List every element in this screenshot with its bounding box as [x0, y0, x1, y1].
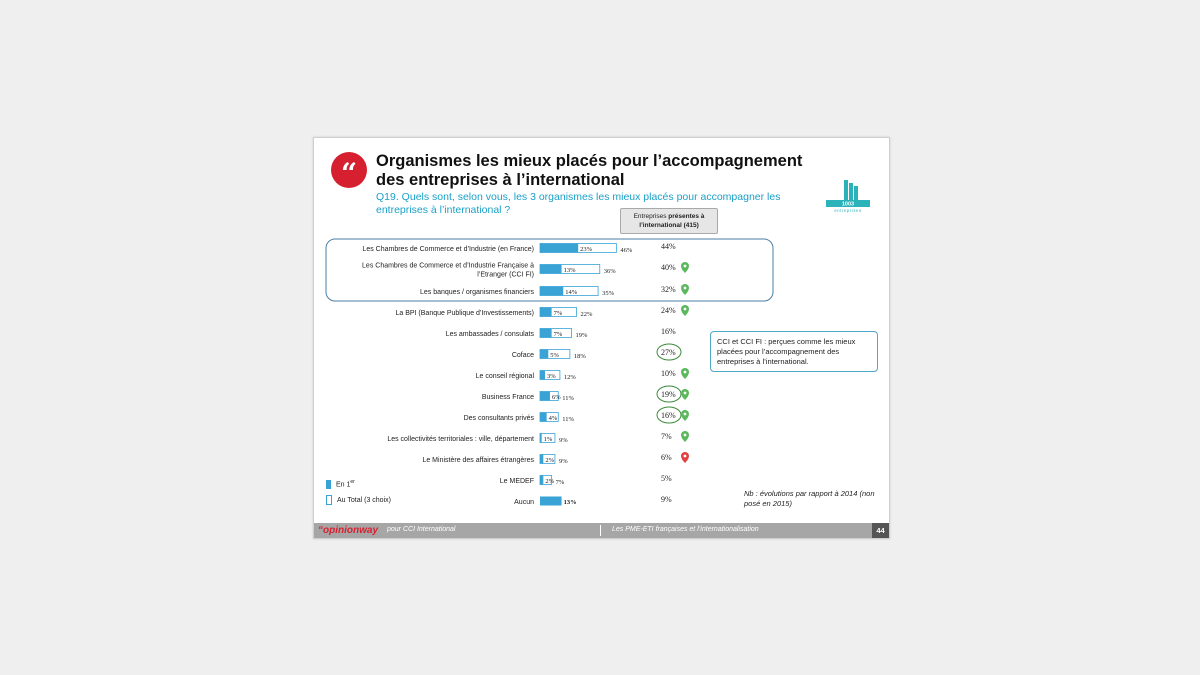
page-number: 44: [872, 523, 889, 538]
evolution-icon-dot: [684, 265, 687, 268]
bar-first: [540, 287, 563, 296]
presentes-label: 24%: [661, 306, 676, 315]
data-label-total: 36%: [603, 268, 616, 275]
data-label-first: 4%: [548, 415, 558, 422]
bar-first: [540, 329, 552, 338]
evolution-note: Nb : évolutions par rapport à 2014 (non posé en 2015): [744, 489, 875, 508]
presentes-label: 9%: [661, 495, 672, 504]
footer-separator: [600, 525, 601, 536]
data-label-first: 23%: [580, 246, 593, 253]
evolution-up-icon: [681, 431, 689, 442]
evolution-icon-dot: [684, 413, 687, 416]
slide: [313, 137, 890, 539]
bar-first: [540, 476, 543, 485]
data-label-total: 19%: [575, 332, 588, 339]
presentes-label: 16%: [661, 411, 676, 420]
brand-way: way: [359, 525, 379, 536]
category-label: Des consultants privés: [463, 415, 534, 422]
legend-first: [326, 479, 355, 489]
category-label: Business France: [481, 394, 534, 401]
presentes-label: 7%: [661, 432, 672, 441]
bar-first: [540, 244, 578, 253]
evolution-icon-dot: [684, 434, 687, 437]
data-label-total: 22%: [580, 311, 593, 318]
bar-first: [540, 265, 562, 274]
category-label: Les banques / organismes financiers: [419, 289, 534, 296]
tag-prefix: Entreprises: [633, 213, 669, 220]
category-label: Le Ministère des affaires étrangères: [422, 457, 534, 464]
data-label-first: 6%: [551, 394, 561, 401]
legend-first-label: En 1: [336, 481, 351, 489]
category-label: Les Chambres de Commerce et d’Industrie (en France): [362, 246, 534, 253]
data-label-total: 11%: [562, 416, 574, 423]
evolution-up-icon: [681, 262, 689, 273]
data-label-total: 35%: [602, 290, 615, 297]
category-label: Aucun: [514, 499, 534, 506]
brand-opinion: opinion: [323, 525, 360, 536]
data-label-first: 13%: [563, 499, 577, 506]
bar-first: [540, 497, 562, 506]
tag-bold: présentes à: [668, 213, 705, 220]
data-label-total: 7%: [555, 479, 565, 486]
logo-number: 1003: [841, 201, 855, 208]
category-label: Les Chambres de Commerce et d’Industrie Française à: [362, 262, 534, 270]
evolution-up-icon: [681, 410, 689, 421]
footer: [314, 523, 889, 538]
data-label-first: 1%: [543, 436, 553, 443]
data-label-total: 11%: [562, 395, 574, 402]
page-title: Organismes les mieux placés pour l’accompagnement des entreprises à l’international: [376, 152, 803, 189]
quote-icon: “: [331, 152, 367, 188]
question-text: Q19. Quels sont, selon vous, les 3 organismes les mieux placés pour accompagner les entreprises à l’international ?: [376, 191, 781, 216]
footer-brand: [318, 525, 378, 536]
evolution-icon-dot: [684, 455, 687, 458]
bar-first: [540, 371, 545, 380]
legend-total-label: Au Total (3 choix): [337, 496, 391, 504]
data-label-first: 14%: [565, 289, 578, 296]
legend-swatch-first: [326, 480, 331, 489]
bar-first: [540, 392, 550, 401]
legend-swatch-total: [326, 495, 332, 505]
logo-word: entreprises: [834, 208, 862, 213]
footer-client: pour CCI International: [387, 526, 456, 533]
data-label-first: 7%: [553, 331, 563, 338]
evolution-icon-dot: [684, 287, 687, 290]
presentes-label: 44%: [661, 242, 676, 251]
category-label: La BPI (Banque Publique d’Investissements): [395, 310, 534, 317]
evolution-icon-dot: [684, 392, 687, 395]
category-label: Le conseil régional: [475, 373, 534, 380]
presentes-label: 19%: [661, 390, 676, 399]
presentes-label: 5%: [661, 474, 672, 483]
presentes-label: 16%: [661, 327, 676, 336]
bar-first: [540, 350, 548, 359]
data-label-total: 46%: [620, 247, 633, 254]
data-label-total: 12%: [563, 374, 576, 381]
footer-study-title: Les PME-ETI françaises et l’internationalisation: [612, 526, 759, 533]
category-label: Le MEDEF: [499, 478, 534, 485]
presentes-label: 27%: [661, 348, 676, 357]
evolution-icon-dot: [684, 308, 687, 311]
evolution-icon-dot: [684, 371, 687, 374]
evolution-up-icon: [681, 368, 689, 379]
note-box: CCI et CCI FI : perçues comme les mieux placées pour l’accompagnement des entreprises à l’international.: [710, 331, 878, 372]
bar-first: [540, 434, 542, 443]
category-label: Les ambassades / consulats: [445, 331, 534, 338]
data-label-total: 9%: [558, 437, 568, 444]
category-label: Les collectivités territoriales : ville, département: [387, 436, 534, 443]
data-label-first: 3%: [546, 373, 556, 380]
legend-total: [326, 495, 391, 505]
tag-line2: l’international (415): [639, 222, 699, 229]
data-label-first: 2%: [545, 457, 554, 464]
presentes-label: 10%: [661, 369, 676, 378]
presentes-label: 32%: [661, 285, 676, 294]
evolution-up-icon: [681, 305, 689, 316]
bar-first: [540, 455, 543, 464]
data-label-first: 2%: [545, 478, 554, 485]
legend-first-sup: er: [350, 479, 355, 485]
data-label-first: 13%: [563, 267, 576, 274]
category-label: l’Etranger (CCI FI): [477, 271, 534, 279]
evolution-up-icon: [681, 389, 689, 400]
data-label-total: 18%: [573, 353, 586, 360]
evolution-down-icon: [681, 452, 689, 463]
data-label-total: 9%: [558, 458, 568, 465]
data-label-first: 7%: [553, 310, 563, 317]
presentes-label: 40%: [661, 263, 676, 272]
category-label: Coface: [511, 352, 534, 359]
data-label-first: 5%: [550, 352, 559, 359]
presentes-label: 6%: [661, 453, 672, 462]
bar-first: [540, 413, 547, 422]
brand-quote: “: [318, 525, 323, 536]
evolution-up-icon: [681, 284, 689, 295]
bar-first: [540, 308, 552, 317]
